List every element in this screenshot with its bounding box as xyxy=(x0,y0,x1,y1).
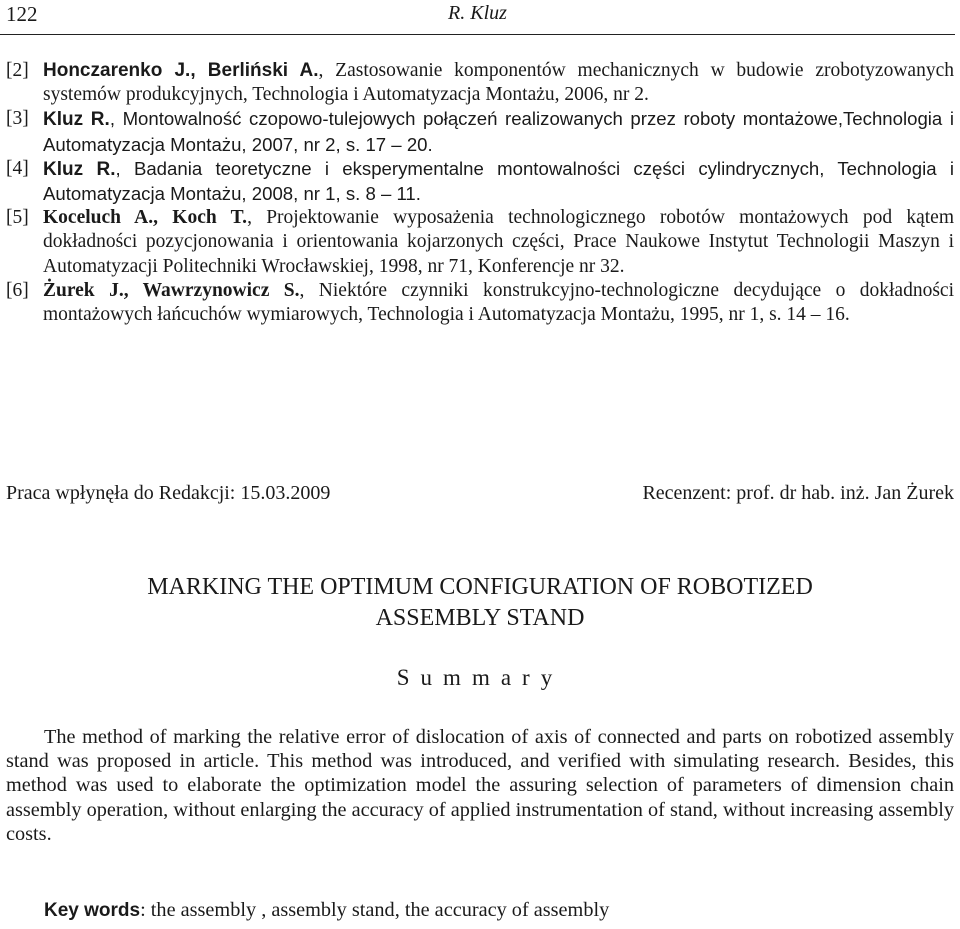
reference-item xyxy=(6,157,954,206)
reference-authors: Kluz R. xyxy=(43,158,116,180)
reference-number: [2] xyxy=(6,60,29,81)
reference-number: [6] xyxy=(6,279,29,301)
reference-number: [5] xyxy=(6,207,29,229)
reference-text: , Zastosowanie komponentów mechanicznych w budowie zrobotyzowanych systemów produkcyjnych, Technologia i Automatyzacja Montażu, 2006, nr 2. xyxy=(43,60,954,106)
reference-item xyxy=(6,279,954,327)
running-head: R. Kluz xyxy=(448,2,507,24)
reference-number: [3] xyxy=(6,108,29,130)
article-title xyxy=(0,572,960,634)
reference-text: , Projektowanie wyposażenia technologicznego robotów montażowych pod kątem dokładności pozycjonowania i orientowania kojarzonych części, Prace Naukowe Instytut Technologii Maszyn i Automatyzacji Politechniki Wrocławskiej, 1998, nr 71, Konferencje nr 32. xyxy=(43,207,954,277)
reference-text: , Niektóre czynniki konstrukcyjno-technologiczne decydujące o dokładności montażowych łańcuchów wymiarowych, Technologia i Automatyzacja Montażu, 1995, nr 1, s. 14 – 16. xyxy=(43,279,955,326)
reference-authors: Żurek J., Wawrzynowicz S. xyxy=(43,279,300,301)
reviewer: Recenzent: prof. dr hab. inż. Jan Żurek xyxy=(642,482,954,504)
reference-authors: Honczarenko J., Berliński A. xyxy=(43,60,319,81)
reference-list xyxy=(6,59,954,327)
reference-number: [4] xyxy=(6,157,29,179)
reference-text: , Badania teoretyczne i eksperymentalne montowalności części cylindrycznych, Technologia i Automatyzacja Montażu, 2008, nr 1, s. 8 – 11. xyxy=(43,157,954,205)
reference-item xyxy=(6,206,954,279)
keywords xyxy=(44,899,609,922)
reference-item xyxy=(6,59,954,107)
page-header xyxy=(0,0,955,35)
keywords-label: Key words xyxy=(44,900,141,921)
reference-item xyxy=(6,107,954,156)
title-line: MARKING THE OPTIMUM CONFIGURATION OF ROBOTIZED xyxy=(147,574,813,600)
summary-heading: Summary xyxy=(396,665,564,690)
reference-text: , Montowalność czopowo-tulejowych połączeń realizowanych przez roboty montażowe,Technologia i Automatyzacja Montażu, 2007, nr 2, s. 17 – 20. xyxy=(43,108,954,155)
reference-authors: Koceluch A., Koch T. xyxy=(43,207,248,229)
keywords-text: : the assembly , assembly stand, the accuracy of assembly xyxy=(140,899,610,921)
reference-authors: Kluz R. xyxy=(43,109,110,131)
page-number: 122 xyxy=(6,2,38,26)
title-line: ASSEMBLY STAND xyxy=(375,605,585,631)
abstract-text: The method of marking the relative error of dislocation of axis of connected and parts on robotized assembly stand was proposed in article. This method was introduced, and verified with simulating research. Besides, this method was used to elaborate the optimization model the assuring selection of parameters of dimension chain assembly operation, without enlarging the accuracy of applied instrumentation of stand, without increasing assembly costs. xyxy=(6,726,954,845)
received-date: Praca wpłynęła do Redakcji: 15.03.2009 xyxy=(6,482,331,504)
